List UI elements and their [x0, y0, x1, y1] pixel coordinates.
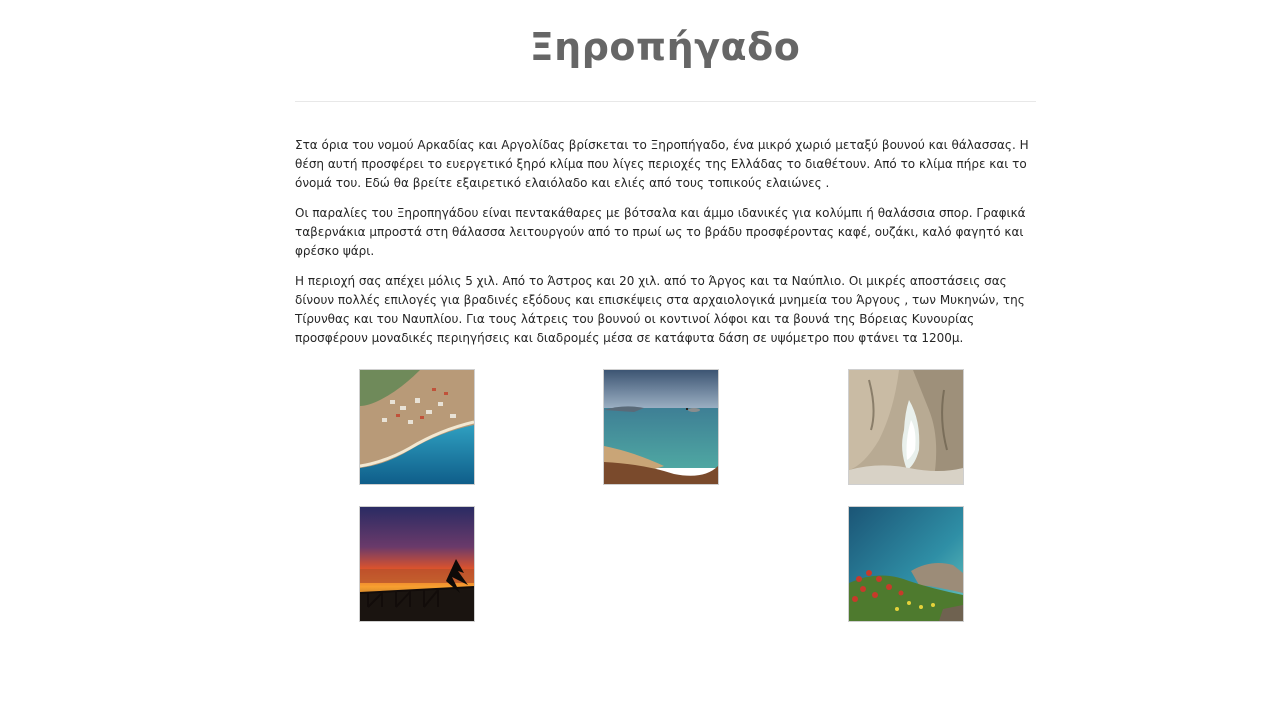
sea-view-hillside-image [604, 370, 718, 484]
header-divider [295, 101, 1036, 102]
flowers-by-clear-sea-image [849, 507, 963, 621]
sea-view-hillside-photo[interactable] [603, 369, 719, 485]
beaches-paragraph: Οι παραλίες του Ξηροπηγάδου είναι πεντακάθαρες με βότσαλα και άμμο ιδανικές για κολύμπι ή θαλάσσια σπορ. Γραφικά ταβερνάκια μπροστά στη θάλασσα λειτουργούν από το πρωί ως το βράδυ προσφέροντας καφέ, ουζάκι, καλό φαγητό και φρέσκο ψάρι. [295, 206, 1026, 258]
area-paragraph: Η περιοχή σας απέχει μόλις 5 χιλ. Από το Άστρος και 20 χιλ. από το Άργος και τα Ναύπλιο. Οι μικρές αποστάσεις σας δίνουν πολλές επιλογές για βραδινές εξόδους και επισκέψεις στα αρχαιολογικά μνημεία του Άργους , των Μυκηνών, της Τίρυνθας και του Ναυπλίου. Για τους λάτρεις του βουνού οι κοντινοί λόφοι και τα βουνά της Βόρειας Κυνουρίας προσφέρουν μοναδικές περιηγήσεις και διαδρομές μέσα σε κατάφυτα δάση σε υψόμετρο που φτάνει τα 1200μ. [295, 274, 1025, 345]
rock-cave-arch-image [849, 370, 963, 484]
site-title: Ξηροπήγαδο [529, 25, 801, 69]
photo-gallery [295, 369, 1036, 629]
flowers-by-clear-sea-photo[interactable] [848, 506, 964, 622]
sunset-over-sea-photo[interactable] [359, 506, 475, 622]
intro-paragraph: Στα όρια του νομού Αρκαδίας και Αργολίδας βρίσκεται το Ξηροπήγαδο, ένα μικρό χωριό μεταξύ βουνού και θάλασσας. Η θέση αυτή προσφέρει το ευεργετικό ξηρό κλίμα που λίγες περιοχές της Ελλάδας το διαθέτουν. Από το κλίμα πήρε και το όνομά του. Εδώ θα βρείτε εξαιρετικό ελαιόλαδο και ελιές από τους τοπικούς ελαιώνες . [295, 138, 1029, 190]
sunset-over-sea-image [360, 507, 474, 621]
aerial-village-bay-photo[interactable] [359, 369, 475, 485]
aerial-village-bay-image [360, 370, 474, 484]
main-content [295, 136, 1035, 359]
rock-cave-arch-photo[interactable] [848, 369, 964, 485]
